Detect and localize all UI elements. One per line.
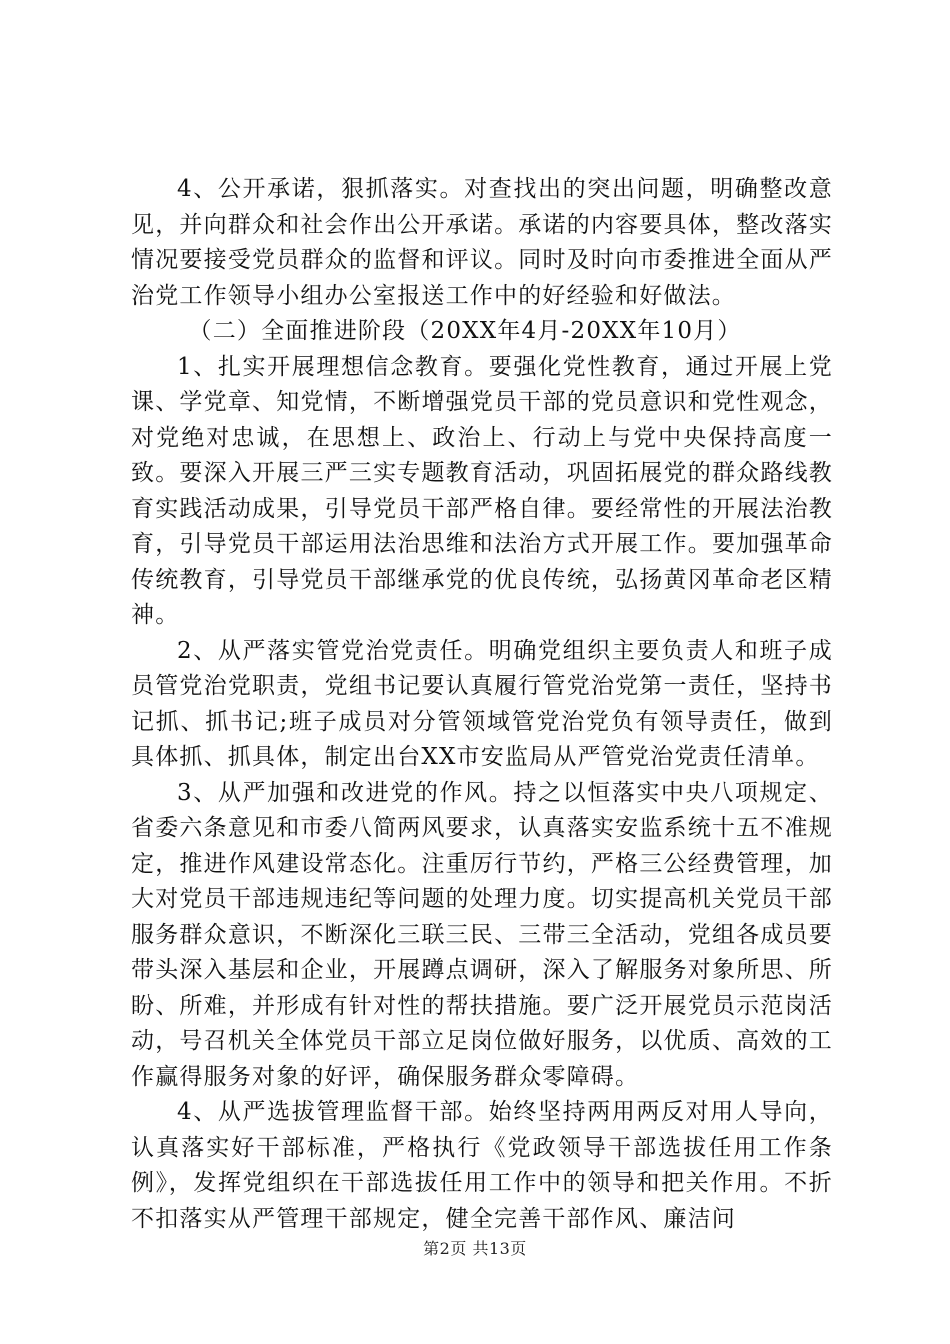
section-heading-full-promotion: （二）全面推进阶段（20XX年4月-20XX年10月）	[188, 318, 742, 344]
paragraph-party-governance-responsibility: 2、从严落实管党治党责任。明确党组织主要负责人和班子成员管党治党职责，党组书记要认真履行管党治党第一责任，坚持书记抓、抓书记;班子成员对分管领域管党治党负有领导责任，做到具体抓、抓具体，制定出台XX市安监局从严管党治党责任清单。	[131, 637, 833, 770]
document-body	[131, 172, 833, 1237]
page-number-footer: 第2页 共13页	[423, 1239, 527, 1258]
paragraph-ideal-belief-education: 1、扎实开展理想信念教育。要强化党性教育，通过开展上党课、学党章、知党情，不断增强党员干部的党员意识和党性观念，对党绝对忠诚，在思想上、政治上、行动上与党中央保持高度一致。要深入开展三严三实专题教育活动，巩固拓展党的群众路线教育实践活动成果，引导党员干部严格自律。要经常性的开展法治教育，引导党员干部运用法治思维和法治方式开展工作。要加强革命传统教育，引导党员干部继承党的优良传统，弘扬黄冈革命老区精神。	[131, 353, 833, 628]
paragraph-party-work-style: 3、从严加强和改进党的作风。持之以恒落实中央八项规定、省委六条意见和市委八简两风要求，认真落实安监系统十五不准规定，推进作风建设常态化。注重厉行节约，严格三公经费管理，加大对党员干部违规违纪等问题的处理力度。切实提高机关党员干部服务群众意识，不断深化三联三民、三带三全活动，党组各成员要带头深入基层和企业，开展蹲点调研，深入了解服务对象所思、所盼、所难，并形成有针对性的帮扶措施。要广泛开展党员示范岗活动，号召机关全体党员干部立足岗位做好服务，以优质、高效的工作赢得服务对象的好评，确保服务群众零障碍。	[131, 779, 833, 1090]
paragraph-public-commitment: 4、公开承诺，狠抓落实。对查找出的突出问题，明确整改意见，并向群众和社会作出公开承诺。承诺的内容要具体，整改落实情况要接受党员群众的监督和评议。同时及时向市委推进全面从严治党工作领导小组办公室报送工作中的好经验和好做法。	[131, 176, 833, 309]
paragraph-cadre-selection: 4、从严选拔管理监督干部。始终坚持两用两反对用人导向，认真落实好干部标准，严格执行《党政领导干部选拔任用工作条例》，发挥党组织在干部选拔任用工作中的领导和把关作用。不折不扣落实从严管理干部规定，健全完善干部作风、廉洁问	[131, 1099, 833, 1232]
